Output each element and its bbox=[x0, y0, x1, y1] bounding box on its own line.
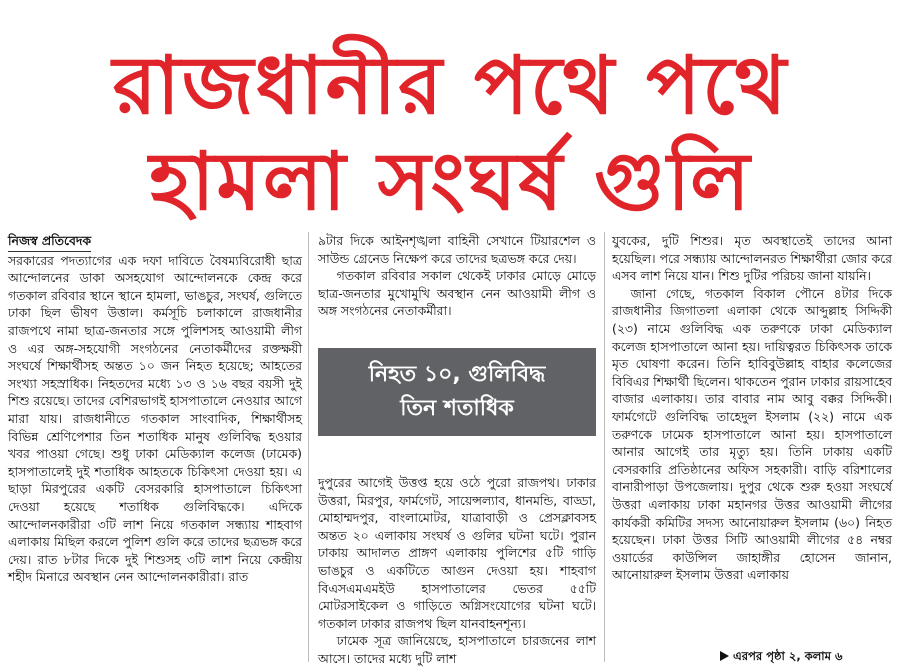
article-column-2 bbox=[318, 232, 596, 668]
pullquote-line-2: তিন শতাধিক bbox=[400, 396, 514, 421]
arrow-right-icon bbox=[720, 651, 729, 661]
paragraph: যুবকের, দুটি শিশুর। মৃত অবস্থাতেই তাদের আনা হয়েছিল। পরে সন্ধ্যায় আন্দোলনরত শিক্ষার্থীরা জোর করে এসব লাশ নিয়ে যান। শিশু দুটির পরিচয় জানা যায়নি। bbox=[612, 233, 892, 284]
continuation-note bbox=[720, 648, 843, 667]
paragraph: ঢামেক সূত্র জানিয়েছে, হাসপাতালে চারজনের লাশ আসে। তাদের মধ্যে দুটি লাশ bbox=[318, 633, 596, 666]
paragraph: গতকাল রবিবার সকাল থেকেই ঢাকার মোড়ে মোড়ে ছাত্র-জনতার মুখোমুখি অবস্থান নেন আওয়ামী লীগ ও অঙ্গ সংগঠনের নেতাকর্মীরা। bbox=[318, 268, 596, 319]
column-divider bbox=[308, 232, 309, 662]
paragraph: দুপুরের আগেই উত্তপ্ত হয়ে ওঠে পুরো রাজপথ। ঢাকার উত্তরা, মিরপুর, ফার্মগেট, সায়েন্সল্যাব, ধানমন্ডি, বাড্ডা, মোহাম্মদপুর, বাংলামোটর, যাত্রাবাড়ী ও প্রেসক্লাবসহ অন্তত ২০ এলাকায় সংঘর্ষ ও গুলির ঘটনা ঘটে। পুরান ঢাকায় আদালত প্রাঙ্গণ এলাকায় পুলিশের ৫টি গাড়ি ভাঙচুর ও একটিতে আগুন দেওয়া হয়। শাহবাগ বিএসএমএমইউ হাসপাতালের ভেতর ৫৫টি মোটরসাইকেল ও গাড়িতে অগ্নিসংযোগের ঘটনা ঘটে। গতকাল ঢাকার রাজপথ ছিল যানবাহনশূন্য। bbox=[318, 474, 596, 631]
article-column-1 bbox=[8, 232, 302, 586]
headline-line-1: রাজধানীর পথে পথে bbox=[112, 39, 789, 132]
paragraph: জানা গেছে, গতকাল বিকাল পৌনে ৪টার দিকে রাজধানীর জিগাতলা এলাকা থেকে আব্দুল্লাহ সিদ্দিকী (২৩) নামে গুলিবিদ্ধ এক তরুণকে ঢাকা মেডিক্যাল কলেজ হাসপাতালে আনা হয়। দায়িত্বরত চিকিৎসক তাকে মৃত ঘোষণা করেন। তিনি হাবিবুউল্লাহ বাহার কলেজের বিবিএর শিক্ষার্থী ছিলেন। থাকতেন পুরান ঢাকার রায়সাহেব বাজার এলাকায়। তার বাবার নাম আবু বক্কর সিদ্দিকী। ফার্মগেটে গুলিবিদ্ধ তাহেদুল ইসলাম (২২) নামে এক তরুণকে ঢামেক হাসপাতালে আনা হয়। হাসপাতালে আনার আগেই তার মৃত্যু হয়। তিনি ঢাকায় একটি বেসরকারি প্রতিষ্ঠানের অফিস সহকারী। বাড়ি বরিশালের বানারীপাড়া উপজেলায়। দুপুর থেকে শুরু হওয়া সংঘর্ষে উত্তরা এলাকায় ঢাকা মহানগর উত্তর আওয়ামী লীগের কার্যকরী কমিটির সদস্য আনোয়ারুল ইসলাম (৬০) নিহত হয়েছেন। ঢাকা উত্তর সিটি আওয়ামী লীগের ৫৪ নম্বর ওয়ার্ডের কাউন্সিল জাহাঙ্গীর হোসেন জানান, আনোয়ারুল ইসলাম উত্তরা এলাকায় bbox=[612, 285, 892, 583]
headline-line-2: হামলা সংঘর্ষ গুলি bbox=[149, 135, 752, 228]
article-column-3 bbox=[612, 232, 892, 584]
byline: নিজস্ব প্রতিবেদক bbox=[8, 232, 91, 252]
continuation-text: এরপর পৃষ্ঠা ২, কলাম ৬ bbox=[733, 649, 843, 663]
column-divider bbox=[604, 232, 605, 662]
pullquote-line-1: নিহত ১০, গুলিবিদ্ধ bbox=[368, 362, 546, 387]
paragraph: সরকারের পদত্যাগের এক দফা দাবিতে বৈষম্যবিরোধী ছাত্র আন্দোলনের ডাকা অসহযোগ আন্দোলনকে কেন্দ্র করে গতকাল রবিবার স্থানে স্থানে হামলা, ভাঙচুর, সংঘর্ষ, গুলিতে ঢাকা ছিল ভীষণ উত্তাল। কর্মসূচি চলাকালে রাজধানীর রাজপথে নামা ছাত্র-জনতার সঙ্গে পুলিশসহ আওয়ামী লীগ ও এর অঙ্গ-সহযোগী সংগঠনের নেতাকর্মীদের রক্তক্ষয়ী সংঘর্ষে শিক্ষার্থীসহ অন্তত ১০ জন নিহত হয়েছে; আহতের সংখ্যা সহস্রাধিক। নিহতদের মধ্যে ১৩ ও ১৬ বছর বয়সী দুই শিশু রয়েছে। তাদের বেশিরভাগই হাসপাতালে নেওয়ার আগে মারা যায়। রাজধানীতে গতকাল সাংবাদিক, শিক্ষার্থীসহ বিভিন্ন শ্রেণিপেশার তিন শতাধিক মানুষ গুলিবিদ্ধ হওয়ার খবর পাওয়া গেছে। শুধু ঢাকা মেডিক্যাল কলেজ (ঢামেক) হাসপাতালেই দুই শতাধিক আহতকে চিকিৎসা দেওয়া হয়। এ ছাড়া মিরপুরের একটি বেসরকারি হাসপাতালে চিকিৎসা দেওয়া হয়েছে শতাধিক গুলিবিদ্ধকে। এদিকে আন্দোলনকারীরা ৩টি লাশ নিয়ে গতকাল সন্ধ্যায় শাহবাগ এলাকায় মিছিল করলে পুলিশ গুলি করে তাদের ছত্রভঙ্গ করে দেয়। রাত ৮টার দিকে দুই শিশুসহ ৩টি লাশ নিয়ে কেন্দ্রীয় শহীদ মিনারে অবস্থান নেন আন্দোলনকারীরা। রাত bbox=[8, 252, 302, 585]
pullquote-box bbox=[318, 348, 596, 436]
paragraph: ৯টার দিকে আইনশৃঙ্খলা বাহিনী সেখানে টিয়ারশেল ও সাউন্ড গ্রেনেড নিক্ষেপ করে তাদের ছত্রভঙ্গ করে দেয়। bbox=[318, 233, 596, 266]
